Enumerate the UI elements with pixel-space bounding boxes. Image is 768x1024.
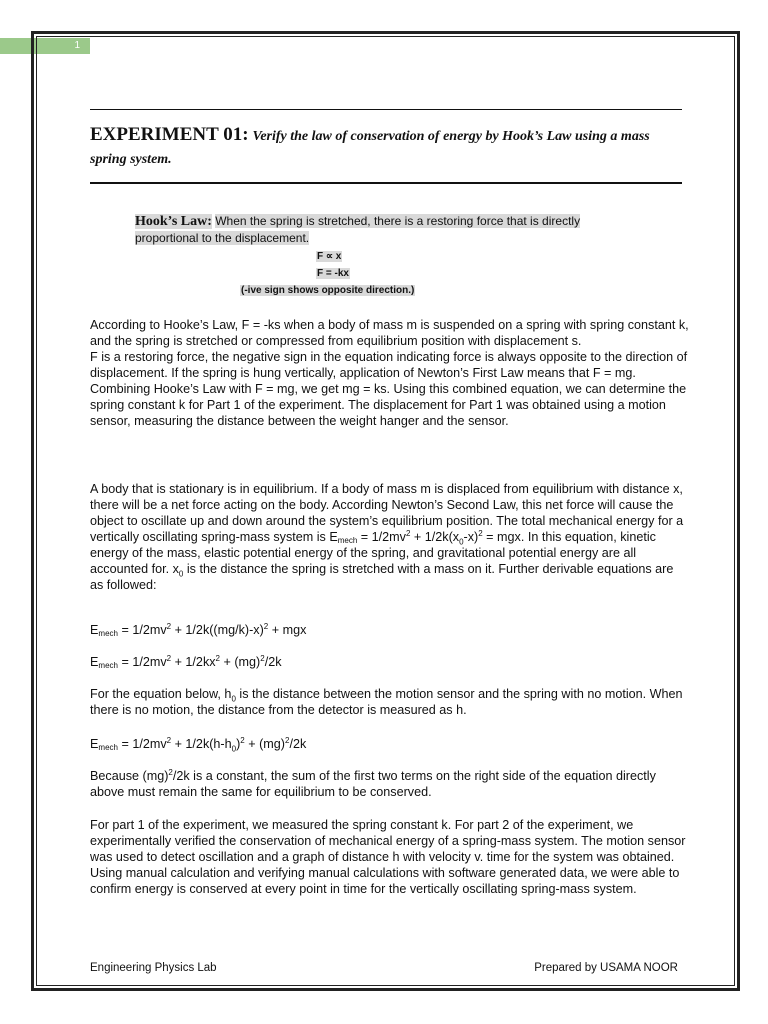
equation-mech-2	[90, 654, 690, 670]
paragraph-hooke-b: F is a restoring force, the negative sign in the equation indicating force is always opposite to the direction of displacement. If the spring is hung vertically, application of Newton’s First Law means that F = mg. Combining Hooke’s Law with F = mg, we get mg = ks. Using this combined equation, we can determine the spring constant k for Part 1 of the experiment. The displacement for Part 1 was obtained using a motion sensor, measuring the distance between the weight hanger and the sensor.	[90, 350, 688, 428]
superscript: 2	[405, 528, 411, 538]
subscript-mech: mech	[98, 743, 118, 752]
superscript: 2	[166, 621, 172, 631]
superscript: 2	[240, 735, 245, 745]
title-rule-top	[90, 109, 682, 110]
text: = 1/2mv	[117, 655, 167, 669]
text: + 1/2k(x	[410, 530, 460, 544]
text: For the equation below, h	[90, 687, 232, 701]
experiment-subtitle: Verify the law of conservation of energy by Hook’s Law using a mass spring system.	[90, 129, 650, 167]
subscript: 0	[178, 569, 184, 579]
hookes-law-box	[135, 213, 615, 246]
text: + mgx	[268, 623, 307, 637]
subscript-mech: mech	[98, 661, 118, 670]
paragraph-constant	[90, 768, 690, 800]
page-number: 1	[74, 40, 80, 51]
footer-left: Engineering Physics Lab	[90, 962, 217, 974]
subscript: 0	[231, 694, 236, 704]
text: /2k is a constant, the sum of the first two terms on the right side of the equation directly above must remain the same for equilibrium to be conserved.	[90, 769, 656, 799]
text: + 1/2kx	[171, 655, 216, 669]
sign-note: (-ive sign shows opposite direction.)	[241, 285, 415, 296]
equation-mech-3	[90, 736, 690, 752]
text: A body that is stationary is in equilibrium. If a body of mass m is displaced from equilibrium with distance x, there will be a net force acting on the body. According Newton’s Second Law, this net force will cause the object to oscillate up and down around the system’s equilibrium position. The total mechanical energy for a vertically oscillating spring-mass system is E	[90, 482, 684, 544]
text: )	[236, 737, 241, 751]
superscript: 2	[168, 767, 173, 777]
text: = mgx. In this equation, kinetic energy of the mass, elastic potential energy of the spring, and gravitational potential energy are all accounted for. x	[90, 530, 656, 576]
text: + 1/2k((mg/k)-x)	[171, 623, 264, 637]
text: -x)	[463, 530, 479, 544]
superscript: 2	[166, 735, 172, 745]
text: + (mg)	[244, 737, 285, 751]
text: = 1/2mv	[117, 737, 167, 751]
subscript-mech: mech	[98, 629, 118, 638]
paragraph-equilibrium	[90, 481, 690, 593]
paragraph-hooke-a: According to Hooke’s Law, F = -ks when a body of mass m is suspended on a spring with spring constant k, and the spring is stretched or compressed from equilibrium position with displacement s.	[90, 318, 689, 348]
superscript: 2	[166, 653, 172, 663]
superscript: 2	[478, 528, 483, 538]
equation-mech-1	[90, 622, 690, 638]
paragraph-procedure: For part 1 of the experiment, we measured the spring constant k. For part 2 of the experiment, we experimentally verified the conservation of mechanical energy of a spring-mass system. The motion sensor was used to detect oscillation and a graph of distance h with velocity v. time for the system was obtained. Using manual calculation and verifying manual calculations with software generated data, we were able to confirm energy is conserved at every point in time for the vertically oscillating spring-mass system.	[90, 818, 686, 896]
text: E	[90, 623, 99, 637]
text: = 1/2mv	[357, 530, 406, 544]
text: = 1/2mv	[117, 623, 167, 637]
hookes-law-text: When the spring is stretched, there is a restoring force that is directly proportional to the displacement.	[135, 214, 581, 245]
paragraph-hooke-intro	[90, 317, 690, 429]
text: Because (mg)	[90, 769, 169, 783]
experiment-number: EXPERIMENT 01:	[90, 124, 249, 145]
superscript: 2	[215, 653, 220, 663]
hookes-law-label: Hook’s Law:	[135, 214, 212, 229]
paragraph-h0	[90, 686, 690, 718]
equation-proportional: F ∝ x	[317, 251, 342, 262]
text: E	[90, 737, 99, 751]
text: + (mg)	[220, 655, 261, 669]
superscript: 2	[263, 621, 269, 631]
footer-right: Prepared by USAMA NOOR	[534, 962, 678, 974]
subscript: 0	[231, 744, 237, 754]
text: + 1/2k(h-h	[171, 737, 232, 751]
text: is the distance between the motion sensor and the spring with no motion. When there is no motion, the distance from the detector is measured as h.	[90, 687, 683, 717]
title-rule-bottom	[90, 182, 682, 184]
superscript: 2	[285, 735, 290, 745]
subscript-mech: mech	[337, 536, 358, 545]
subscript: 0	[459, 537, 464, 547]
text: E	[90, 655, 99, 669]
equation-hooke: F = -kx	[317, 268, 349, 279]
text: /2k	[264, 655, 282, 669]
experiment-title	[90, 124, 682, 171]
text: /2k	[289, 737, 307, 751]
text: is the distance the spring is stretched with a mass on it. Further derivable equations are as followed:	[90, 562, 674, 592]
superscript: 2	[260, 653, 265, 663]
